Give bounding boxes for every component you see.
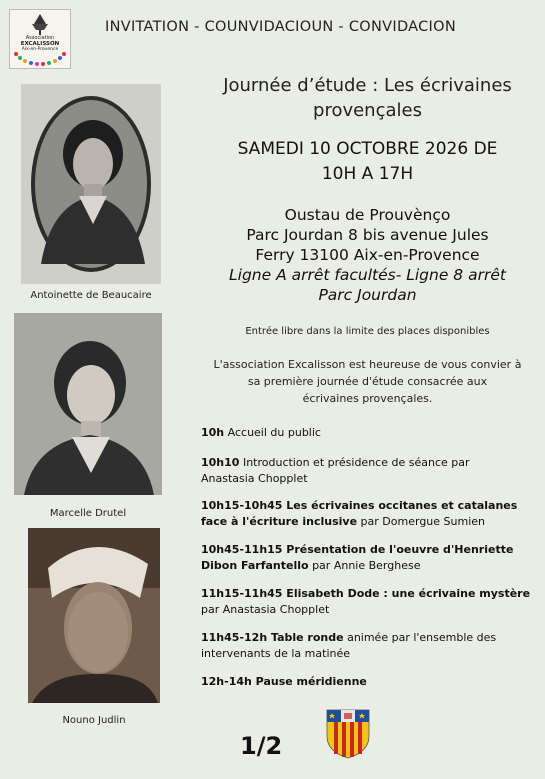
program-text: Accueil du public [224,426,321,439]
caption-portrait-1: Antoinette de Beaucaire [30,290,152,301]
program-speaker: par Annie Berghese [308,559,421,572]
invitation-header: INVITATION - COUNVIDACIOUN - CONVIDACION [105,19,456,35]
portrait-marcelle-drutel [14,313,162,495]
logo-line-name: EXCALISSON [20,41,60,47]
program-item-3 [201,498,537,530]
program-talk-title-line-2: Dibon Farfantello [201,559,309,572]
program-time: 12h-14h [201,675,252,688]
program-talk-title: Table ronde [267,631,344,644]
program-time: 10h10 [201,456,240,469]
event-venue [190,205,545,305]
venue-line-1: Oustau de Prouvènço [284,206,451,224]
portrait-nouno-judlin [28,528,160,703]
transport-line-1: Ligne A arrêt facultés- Ligne 8 arrêt [229,266,506,284]
program-time: 10h [201,426,225,439]
title-line-1: Journée d’étude : Les écrivaines [223,75,512,96]
program-item-1 [201,425,537,441]
program-talk-title: Elisabeth Dode : une écrivaine mystère [282,587,531,600]
program-time: 11h45-12h [201,631,268,644]
program-text-line-2: Anastasia Chopplet [201,472,308,485]
venue-line-2: Parc Jourdan 8 bis avenue Jules [246,226,489,244]
logo-line-city: Aix-en-Provence [21,47,59,52]
logo-line-association: Association [25,35,55,41]
program-speaker: par Domergue Sumien [357,515,485,528]
intro-line-2: sa première journée d'étude consacrée aux [247,375,488,388]
program-item-2 [201,455,537,487]
transport-line-2: Parc Jourdan [318,286,417,304]
program-item-6 [201,630,537,662]
caption-portrait-3: Nouno Judlin [62,715,126,726]
program-talk-title-line-2: face à l'écriture inclusive [201,515,358,528]
intro-line-3: écrivaines provençales. [302,392,433,405]
intro-line-1: L'association Excalisson est heureuse de vous convier à [213,358,522,371]
program-text: Pause méridienne [251,675,367,688]
date-line-2: 10H A 17H [321,164,414,184]
caption-portrait-2: Marcelle Drutel [49,508,127,519]
portrait-antoinette-de-beaucaire [21,84,161,284]
program-text-line-2: intervenants de la matinée [201,647,351,660]
program-talk-title: Les écrivaines occitanes et catalanes [282,499,518,512]
intro-paragraph [190,356,545,407]
title-line-2: provençales [313,100,422,121]
program-item-5 [201,586,537,618]
program-time: 11h15-11h45 [201,587,283,600]
page-number: 1/2 [240,732,283,760]
program-text: animée par l'ensemble des [343,631,497,644]
event-title [190,73,545,123]
program-item-4 [201,542,537,574]
program-text: Introduction et présidence de séance par [239,456,470,469]
entry-notice: Entrée libre dans la limite des places disponibles [245,326,490,337]
association-logo [9,9,71,69]
program-item-7 [201,674,537,690]
program-time: 10h45-11h15 [201,543,283,556]
venue-line-3: Ferry 13100 Aix-en-Provence [255,246,480,264]
program-talk-title: Présentation de l'oeuvre d'Henriette [282,543,514,556]
provence-coat-of-arms-icon [325,708,371,760]
event-date [190,137,545,187]
date-line-1: SAMEDI 10 OCTOBRE 2026 DE [237,139,498,159]
program-speaker: par Anastasia Chopplet [201,603,330,616]
program-time: 10h15-10h45 [201,499,283,512]
